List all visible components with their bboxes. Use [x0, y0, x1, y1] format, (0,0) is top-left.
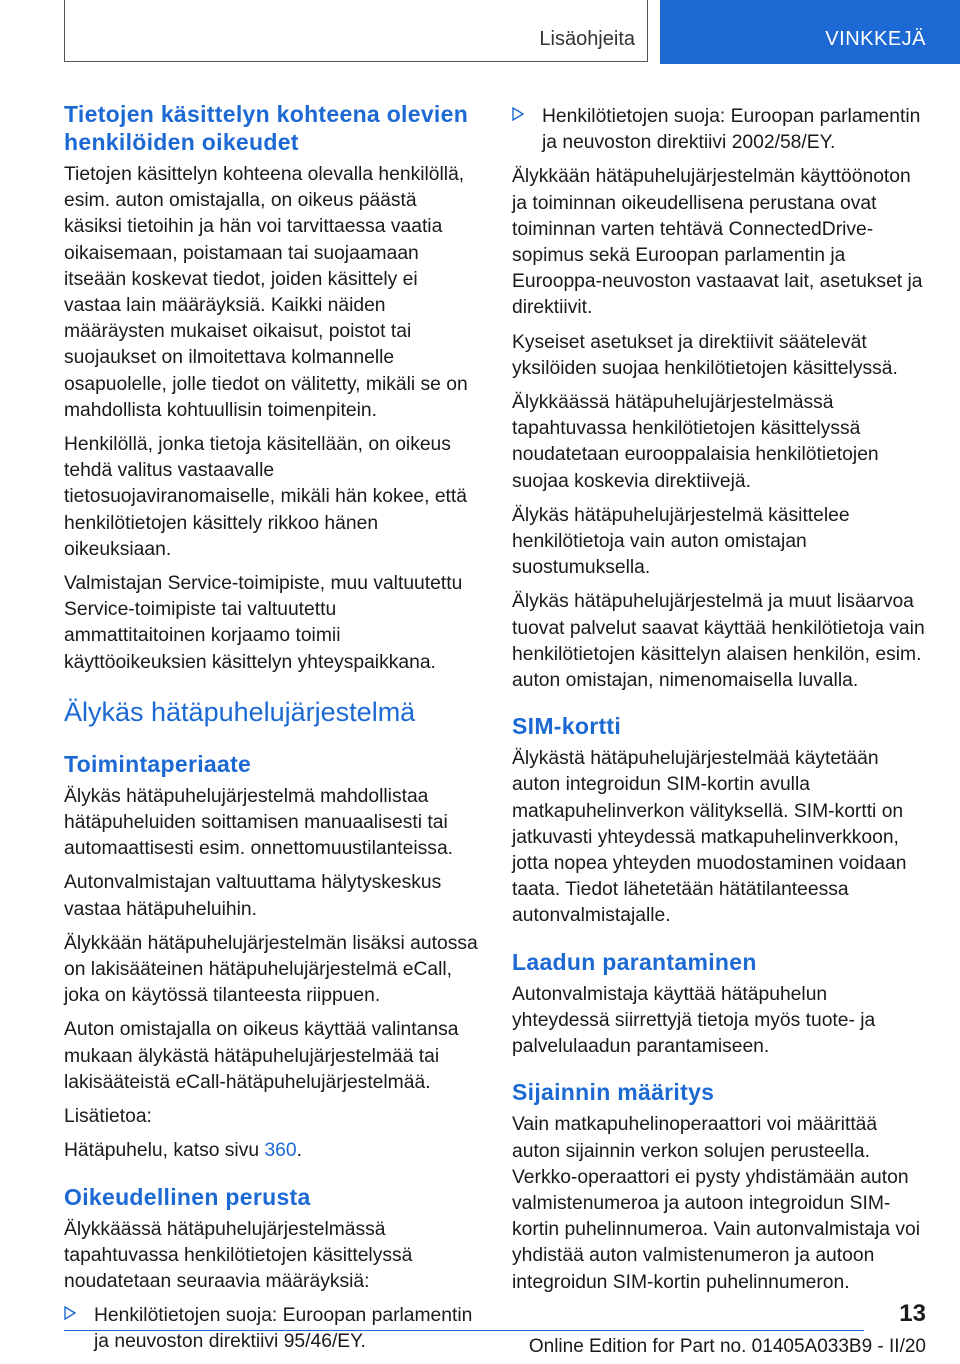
paragraph: Autonvalmistaja käyttää hätäpuhelun yhteydessä siirrettyjä tietoja myös tuote- ja palvelulaadun parantamiseen. [512, 983, 876, 1058]
footer-edition: Online Edition for Part no. 01405A033B9 - II/20 [528, 1336, 926, 1357]
paragraph: Älykkäässä hätäpuhelujärjestelmässä tapahtuvassa henkilötietojen käsittelyssä noudatetaan eurooppalaisia henkilötietojen suojaa koskevia direktiivejä. [512, 392, 879, 492]
page-link-360[interactable]: 360 [264, 1140, 297, 1162]
list-item-text: Henkilötietojen suoja: Euroopan parlamentin ja neuvoston direktiivi 2002/58/EY. [542, 106, 921, 154]
list-item-text: Henkilötietojen suoja: Euroopan parlamentin ja neuvoston direktiivi 95/46/EY. [94, 1305, 473, 1353]
paragraph: Henkilöllä, jonka tietoja käsitellään, on oikeus tehdä valitus vastaavalle tietosuojaviranomaiselle, mikäli hän kokee, että henkilötietojen käsittely rikkoo hänen oikeuksiaan. [64, 434, 467, 560]
heading-data-subject-rights: Tietojen käsittelyn kohteena olevien henkilöiden oikeudet [64, 101, 469, 155]
paragraph: Älykäs hätäpuhelujärjestelmä käsittelee henkilötietoja vain auton omistajan suostumuksella. [512, 504, 850, 579]
triangle-right-outline-icon [64, 1306, 76, 1320]
paragraph: Älykkäässä hätäpuhelujärjestelmässä tapahtuvassa henkilötietojen käsittelyssä noudatetaan seuraavia määräyksiä: [64, 1218, 413, 1292]
paragraph: Autonvalmistajan valtuuttama hälytyskeskus vastaa hätäpuheluihin. [64, 872, 442, 920]
triangle-right-outline-icon [512, 107, 524, 121]
paragraph: Älykästä hätäpuhelujärjestelmää käytetään auton integroidun SIM-kortin avulla matkapuhelinverkon välityksellä. SIM-kortti on jatkuvasti yhteydessä matkapuhelinverkkoon, jotta nopea yhteyden muodostaminen voidaan taata. Tiedot lähetetään hätätilanteessa autonvalmistajalle. [512, 748, 907, 927]
paragraph: Tietojen käsittelyn kohteena olevalla henkilöllä, esim. auton omistajalla, on oikeus päästä käsiksi tietoihin ja hän voi tarvittaessa vaatia oikaisemaan, poistamaan tai suojaamaan itseään koskevat tiedot, joiden käsittely ei vastaa lain määräyksiä. Kaikki näiden määräysten mukaiset oikaisut, poistot tai suojaukset on ilmoitettava kolmannelle osapuolelle, jolle tiedot on välitetty, mikäli se on mahdollista kohtuullisin toimenpitein. [64, 164, 468, 421]
header-chapter-title: VINKKEJÄ [825, 28, 926, 50]
heading-sim-card: SIM-kortti [512, 713, 622, 740]
cross-reference-end: . [296, 1140, 302, 1162]
page-number: 13 [899, 1300, 926, 1327]
paragraph: Valmistajan Service-toimipiste, muu valtuutettu Service-toimipiste tai valtuutettu ammattitaitoinen korjaamo toimii käyttöoikeuksien käsittelyn yhteyspaikkana. [64, 573, 463, 673]
cross-reference-text: Hätäpuhelu, katso sivu [64, 1140, 265, 1162]
heading-legal-basis: Oikeudellinen perusta [64, 1183, 311, 1210]
header-section-title: Lisäohjeita [539, 28, 635, 50]
heading-intelligent-emergency-call: Älykäs hätäpuhelujärjestelmä [64, 696, 416, 727]
paragraph: Älykkään hätäpuhelujärjestelmän lisäksi autossa on lakisääteinen hätäpuhelujärjestelmä eCall, joka on käytössä tilanteesta riippuen. [64, 932, 478, 1007]
paragraph: Älykäs hätäpuhelujärjestelmä mahdollistaa hätäpuheluiden soittamisen manuaalisesti tai automaattisesti esim. onnettomuustilanteissa. [64, 785, 454, 860]
cross-reference [64, 1138, 478, 1164]
list-item [512, 104, 926, 156]
heading-quality-improvement: Laadun parantaminen [512, 948, 757, 975]
header-section-box [64, 0, 648, 62]
paragraph: Lisätietoa: [64, 1106, 152, 1128]
paragraph: Auton omistajalla on oikeus käyttää valintansa mukaan älykästä hätäpuhelujärjestelmää tai lakisääteistä eCall-hätäpuhelujärjestelmää. [64, 1019, 459, 1093]
right-column [512, 100, 926, 1304]
header-chapter-box [660, 0, 960, 64]
paragraph: Älykkään hätäpuhelujärjestelmän käyttöönoton ja toiminnan oikeudellisena perustana ovat toiminnan varten tehtävä ConnectedDrive-sopimus sekä Euroopan parlamentin ja Eurooppa-neuvoston vastaavat lait, asetukset ja direktiivit. [512, 166, 923, 319]
paragraph: Vain matkapuhelinoperaattori voi määrittää auton sijainnin verkon solujen perusteella. Verkko-operaattori ei pysty yhdistämään auton valmistenumeroa ja autoon integroidun SIM-kortin puhelinnumeroa. Vain autonvalmistaja voi yhdistää auton valmistenumeron ja autoon integroidun SIM-kortin puhelinnumeron. [512, 1114, 920, 1293]
heading-operating-principle: Toimintaperiaate [64, 750, 252, 777]
footer-divider [64, 1330, 864, 1331]
page-header [0, 0, 960, 66]
paragraph: Älykäs hätäpuhelujärjestelmä ja muut lisäarvoa tuovat palvelut saavat käyttää henkilötietoja vain henkilötietojen käsittelyn alaisen henkilön, esim. auton omistajan, nimenomaisella luvalla. [512, 591, 925, 692]
heading-location: Sijainnin määritys [512, 1079, 715, 1106]
left-column [64, 100, 478, 1364]
paragraph: Kyseiset asetukset ja direktiivit säätelevät yksilöiden suojaa henkilötietojen käsittelyssä. [512, 331, 898, 379]
